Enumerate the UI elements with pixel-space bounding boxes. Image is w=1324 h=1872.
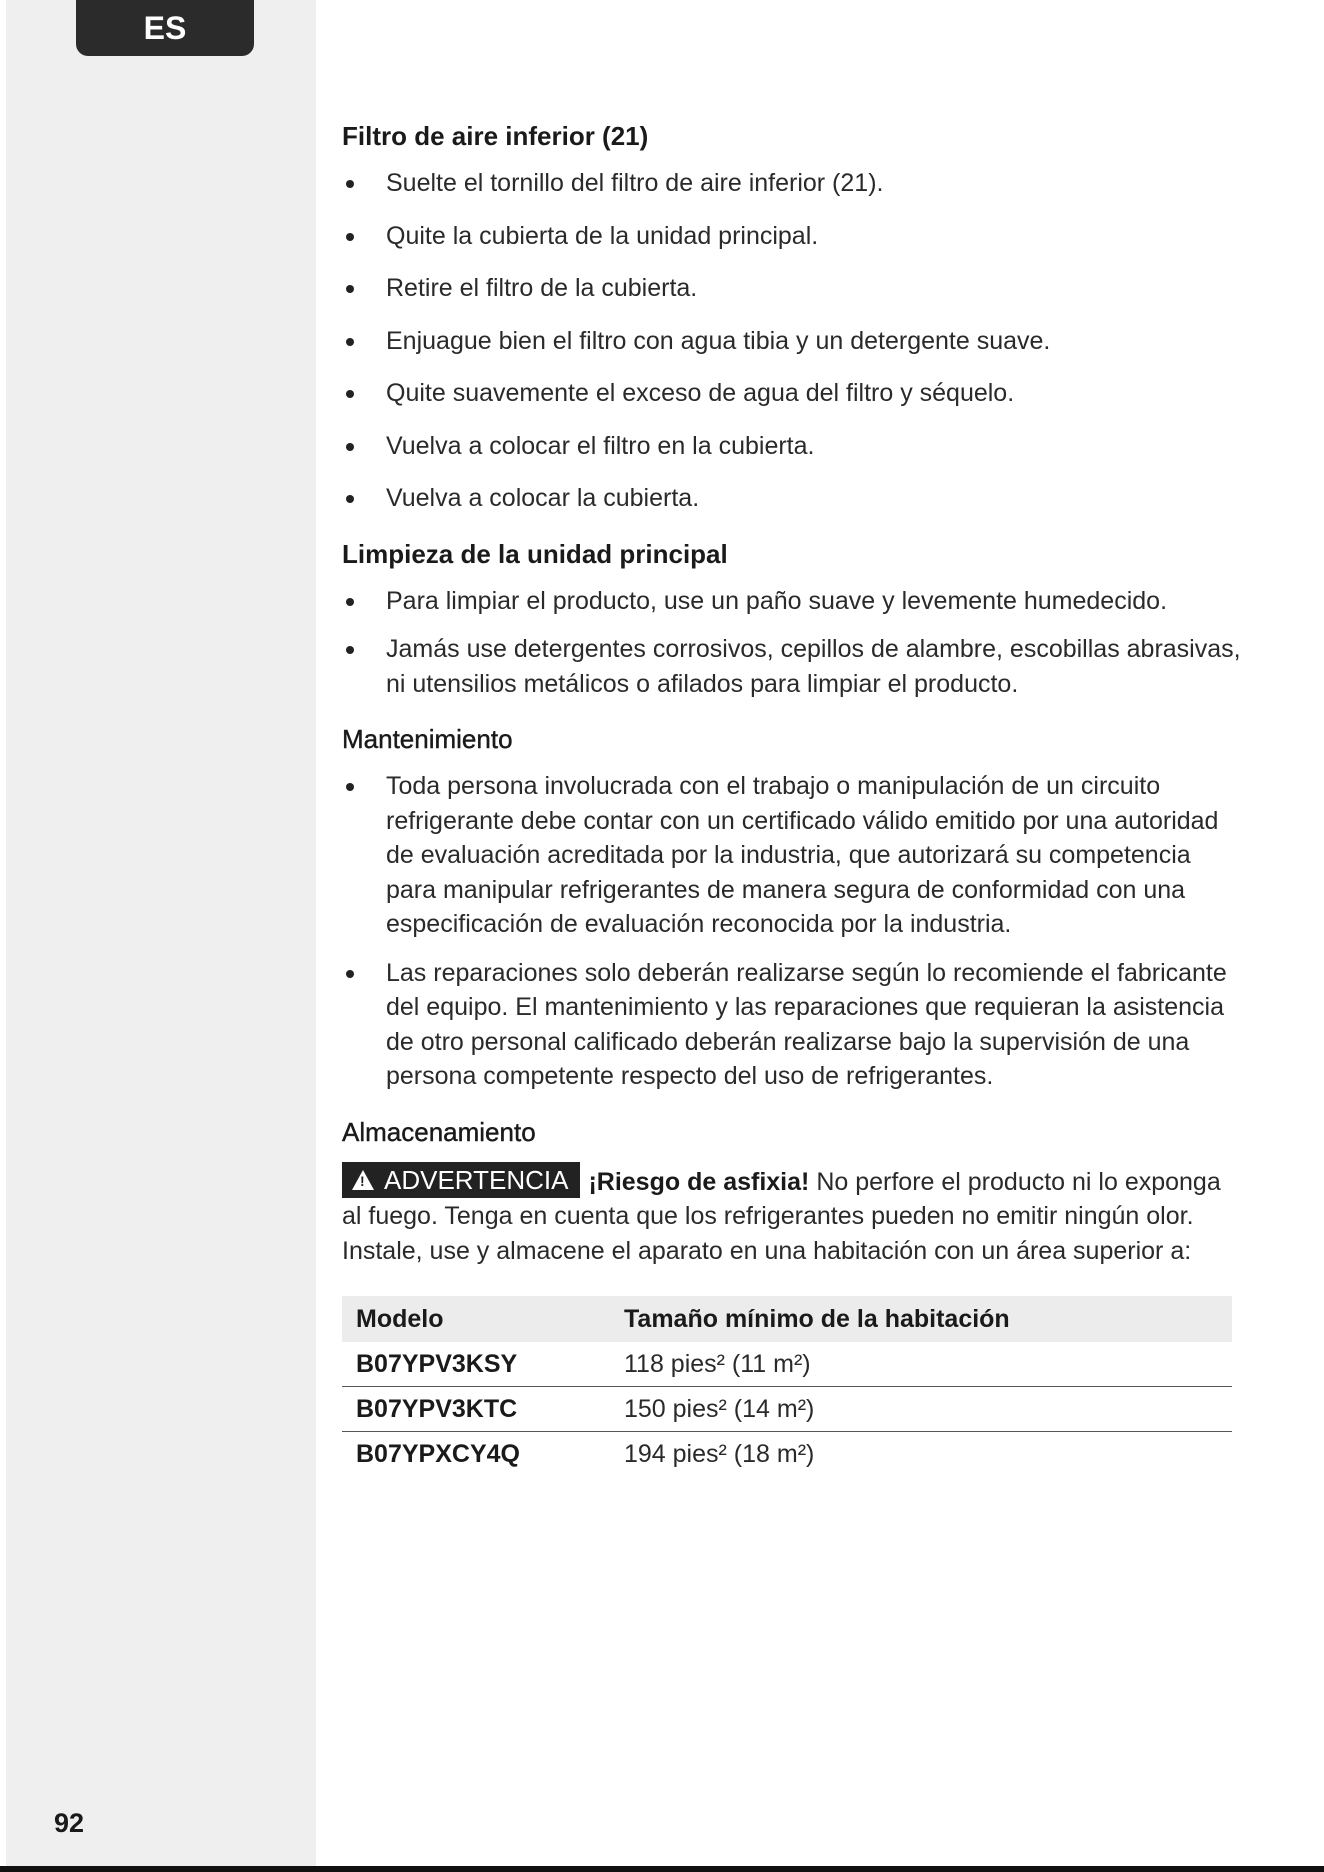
warning-headline: ¡Riesgo de asfixia! [588,1167,810,1196]
room-size-table [342,1296,1232,1476]
model-cell: B07YPV3KSY [342,1342,610,1387]
maintenance-notes [342,769,1242,1094]
page-number: 92 [54,1808,85,1838]
list-item: Enjuague bien el filtro con agua tibia y un detergente suave. [342,324,1242,359]
section-title-storage: Almacenamiento [342,1116,536,1147]
section-maintenance [342,721,1242,1094]
list-item: Suelte el tornillo del filtro de aire inferior (21). [342,166,1242,201]
section-air-filter [342,118,1242,516]
list-item: Las reparaciones solo deberán realizarse según lo recomiende el fabricante del equipo. El mantenimiento y las reparaciones que requieran la asistencia de otro personal calificado deberán realizarse bajo la supervisión de una persona competente respecto del uso de refrigerantes. [342,956,1242,1094]
list-item: Vuelva a colocar el filtro en la cubierta. [342,429,1242,464]
table-row [342,1342,1232,1387]
warning-label: ADVERTENCIA [384,1164,569,1195]
room-size-cell: 150 pies² (14 m²) [610,1387,1232,1432]
section-storage [342,1114,1242,1477]
section-title-cleaning: Limpieza de la unidad principal [342,538,728,569]
table-header-room-size: Tamaño mínimo de la habitación [610,1296,1232,1342]
page-content [342,118,1242,1496]
warning-paragraph [342,1162,1242,1269]
warning-badge [342,1162,580,1198]
list-item: Jamás use detergentes corrosivos, cepillos de alambre, escobillas abrasivas, ni utensilios metálicos o afilados para limpiar el producto. [342,632,1242,701]
list-item: Toda persona involucrada con el trabajo o manipulación de un circuito refrigerante debe contar con un certificado válido emitido por una autoridad de evaluación acreditada por la industria, que autorizará su competencia para manipular refrigerantes de manera segura de conformidad con una especificación de evaluación reconocida por la industria. [342,769,1242,942]
table-row [342,1387,1232,1432]
left-margin-band [6,0,316,1866]
language-tab: ES [76,0,254,56]
section-cleaning [342,536,1242,702]
room-size-cell: 118 pies² (11 m²) [610,1342,1232,1387]
section-title-air-filter: Filtro de aire inferior (21) [342,121,649,151]
warning-text: No perfore el producto ni lo exponga al fuego. Tenga en cuenta que los refrigerantes pueden no emitir ningún olor. Instale, use y almacene el aparato en una habitación con un área superior a: [342,1167,1221,1265]
model-cell: B07YPXCY4Q [356,1439,520,1468]
bottom-rule [0,1866,1324,1872]
warning-triangle-icon [352,1170,374,1190]
list-item: Para limpiar el producto, use un paño suave y levemente humedecido. [342,584,1242,619]
list-item: Quite la cubierta de la unidad principal. [342,219,1242,254]
model-cell: B07YPV3KTC [342,1387,610,1432]
room-size-cell: 194 pies² (18 m²) [624,1439,815,1468]
list-item: Vuelva a colocar la cubierta. [342,481,1242,516]
air-filter-steps [342,166,1242,516]
cleaning-steps [342,584,1242,702]
list-item: Retire el filtro de la cubierta. [342,271,1242,306]
section-title-maintenance: Mantenimiento [342,724,513,754]
table-row [342,1432,1232,1477]
list-item: Quite suavemente el exceso de agua del filtro y séquelo. [342,376,1242,411]
table-header-model: Modelo [342,1296,610,1342]
